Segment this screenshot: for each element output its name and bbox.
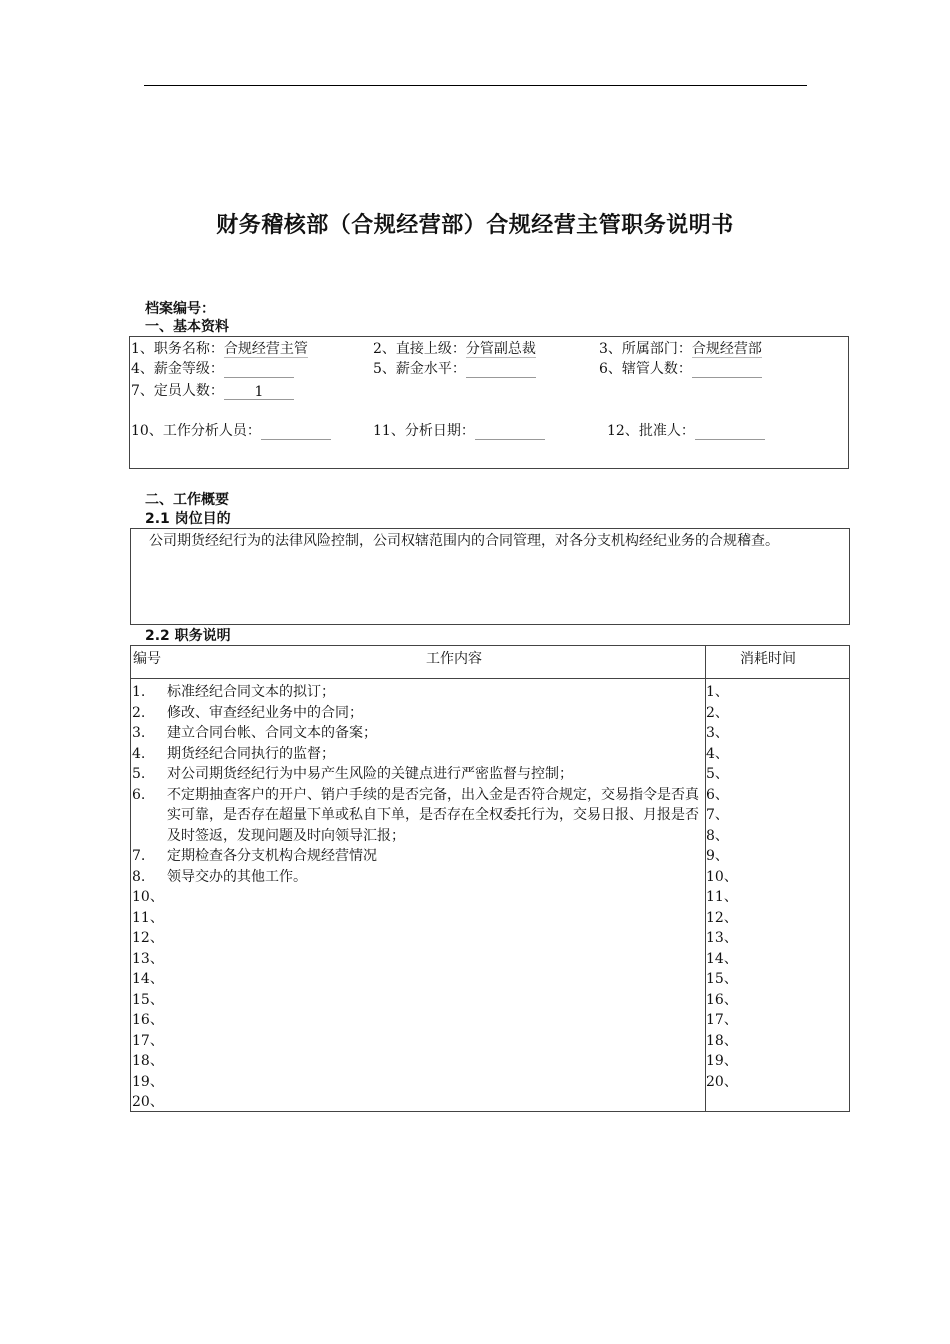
duty-number: 2. bbox=[132, 704, 146, 721]
analysis-date-input[interactable] bbox=[475, 423, 545, 440]
duty-row bbox=[132, 969, 704, 990]
duty-row bbox=[132, 744, 704, 765]
duty-text: 修改、审查经纪业务中的合同； bbox=[167, 704, 363, 721]
approver-field bbox=[607, 422, 765, 440]
duty-number: 20、 bbox=[132, 1094, 164, 1110]
department-field bbox=[599, 340, 762, 358]
duty-row bbox=[132, 1031, 704, 1052]
job-purpose-text: 公司期货经纪行为的法律风险控制，公司权辖范围内的合同管理，对各分支机构经纪业务的合规稽查。 bbox=[149, 533, 779, 549]
salary-grade-input[interactable] bbox=[224, 361, 294, 378]
superior-field bbox=[373, 340, 536, 358]
duty-text: 领导交办的其他工作。 bbox=[167, 868, 307, 885]
duty-number: 14、 bbox=[132, 971, 164, 987]
duty-number: 1. bbox=[132, 684, 146, 700]
archive-number-label: 档案编号： bbox=[145, 301, 215, 317]
time-cell[interactable]: 5、 bbox=[706, 766, 729, 782]
department-label: 3、所属部门： bbox=[599, 341, 692, 357]
column-header-time: 消耗时间 bbox=[740, 651, 796, 667]
duty-row bbox=[132, 703, 704, 724]
duty-number: 15、 bbox=[132, 991, 164, 1008]
time-cell[interactable]: 16、 bbox=[706, 991, 738, 1008]
duty-number: 17、 bbox=[132, 1032, 164, 1049]
salary-grade-label: 4、薪金等级： bbox=[131, 361, 224, 377]
time-cell[interactable]: 12、 bbox=[706, 909, 738, 926]
salary-grade-field bbox=[131, 360, 294, 378]
subordinates-input[interactable] bbox=[692, 361, 762, 378]
time-cell[interactable]: 18、 bbox=[706, 1032, 738, 1049]
duty-number: 10、 bbox=[132, 889, 164, 905]
duty-number: 19、 bbox=[132, 1073, 164, 1090]
header-rule bbox=[144, 85, 807, 86]
column-header-content: 工作内容 bbox=[426, 651, 482, 667]
job-duties-heading: 2.2 职务说明 bbox=[145, 628, 231, 644]
duty-number: 3. bbox=[132, 725, 146, 741]
time-cell[interactable]: 2、 bbox=[706, 704, 729, 721]
duty-text: 标准经纪合同文本的拟订； bbox=[167, 684, 335, 700]
superior-label: 2、直接上级： bbox=[373, 341, 466, 357]
duty-row bbox=[132, 785, 704, 847]
time-cell[interactable]: 4、 bbox=[706, 745, 729, 762]
duty-row bbox=[132, 723, 704, 744]
salary-level-field bbox=[373, 360, 536, 378]
duty-row bbox=[132, 867, 704, 888]
time-cell[interactable]: 9、 bbox=[706, 848, 729, 864]
time-cell[interactable]: 14、 bbox=[706, 950, 738, 967]
approver-label: 12、批准人： bbox=[607, 423, 695, 439]
analyst-field bbox=[131, 422, 331, 440]
superior-value[interactable]: 分管副总裁 bbox=[465, 341, 536, 357]
time-cell[interactable]: 15、 bbox=[706, 971, 738, 987]
section-basic-info-heading: 一、基本资料 bbox=[145, 319, 229, 335]
time-cell[interactable]: 20、 bbox=[706, 1073, 738, 1090]
job-name-label: 1、职务名称： bbox=[131, 341, 224, 357]
headcount-field bbox=[131, 382, 294, 400]
time-cell[interactable]: 11、 bbox=[706, 889, 738, 905]
duty-text: 对公司期货经纪行为中易产生风险的关键点进行严密监督与控制； bbox=[167, 766, 573, 782]
duty-row bbox=[132, 887, 704, 908]
job-name-value[interactable]: 合规经营主管 bbox=[223, 341, 308, 357]
duty-row bbox=[132, 949, 704, 970]
time-cell[interactable]: 7、 bbox=[706, 807, 729, 823]
duty-number: 16、 bbox=[132, 1012, 164, 1028]
time-cell[interactable]: 8、 bbox=[706, 827, 729, 844]
duty-number: 4. bbox=[132, 745, 146, 762]
headcount-label: 7、定员人数： bbox=[131, 383, 224, 399]
duty-number: 13、 bbox=[132, 950, 164, 967]
salary-level-label: 5、薪金水平： bbox=[373, 361, 466, 377]
duty-number: 12、 bbox=[132, 930, 164, 946]
duty-row bbox=[132, 764, 704, 785]
time-cell[interactable]: 3、 bbox=[706, 725, 729, 741]
section-work-summary-heading: 二、工作概要 bbox=[145, 492, 229, 508]
duty-row bbox=[132, 1092, 704, 1113]
duty-text: 不定期抽查客户的开户、销户手续的是否完备，出入金是否符合规定，交易指令是否真实可靠，是否存在超量下单或私自下单，是否存在全权委托行为，交易日报、月报是否及时签返，发现问题及时向领导汇报； bbox=[167, 786, 699, 844]
duty-row bbox=[132, 1072, 704, 1093]
duty-number: 18、 bbox=[132, 1053, 164, 1069]
approver-input[interactable] bbox=[695, 423, 765, 440]
document-title: 财务稽核部（合规经营部）合规经营主管职务说明书 bbox=[216, 213, 734, 238]
duty-row bbox=[132, 928, 704, 949]
analysis-date-label: 11、分析日期： bbox=[373, 423, 475, 439]
salary-level-input[interactable] bbox=[466, 361, 536, 378]
duty-number: 6. bbox=[132, 786, 146, 803]
duty-text: 定期检查各分支机构合规经营情况 bbox=[167, 848, 377, 864]
time-cell[interactable]: 17、 bbox=[706, 1012, 738, 1028]
duty-number: 7. bbox=[132, 848, 146, 864]
subordinates-label: 6、辖管人数： bbox=[599, 361, 692, 377]
duty-row bbox=[132, 990, 704, 1011]
job-name-field bbox=[131, 340, 308, 358]
duty-number: 5. bbox=[132, 766, 146, 782]
duty-row bbox=[132, 1010, 704, 1031]
duty-number: 8. bbox=[132, 868, 146, 885]
duty-text: 期货经纪合同执行的监督； bbox=[167, 745, 335, 762]
column-header-number: 编号 bbox=[133, 651, 161, 667]
duty-row bbox=[132, 908, 704, 929]
time-cell[interactable]: 13、 bbox=[706, 930, 738, 946]
duty-row bbox=[132, 1051, 704, 1072]
subordinates-field bbox=[599, 360, 762, 378]
department-value[interactable]: 合规经营部 bbox=[691, 341, 762, 357]
time-cell[interactable]: 6、 bbox=[706, 786, 729, 803]
duty-text: 建立合同台帐、合同文本的备案； bbox=[167, 725, 377, 741]
analyst-label: 10、工作分析人员： bbox=[131, 423, 261, 439]
job-purpose-heading: 2.1 岗位目的 bbox=[145, 511, 231, 527]
analysis-date-field bbox=[373, 422, 545, 440]
duty-number: 11、 bbox=[132, 909, 164, 926]
time-cell[interactable]: 19、 bbox=[706, 1053, 738, 1069]
time-cell[interactable]: 1、 bbox=[706, 684, 729, 700]
duty-row bbox=[132, 846, 704, 867]
analyst-input[interactable] bbox=[261, 423, 331, 440]
headcount-input[interactable]: 1 bbox=[224, 383, 294, 400]
duty-row bbox=[132, 682, 704, 703]
time-cell[interactable]: 10、 bbox=[706, 868, 738, 885]
